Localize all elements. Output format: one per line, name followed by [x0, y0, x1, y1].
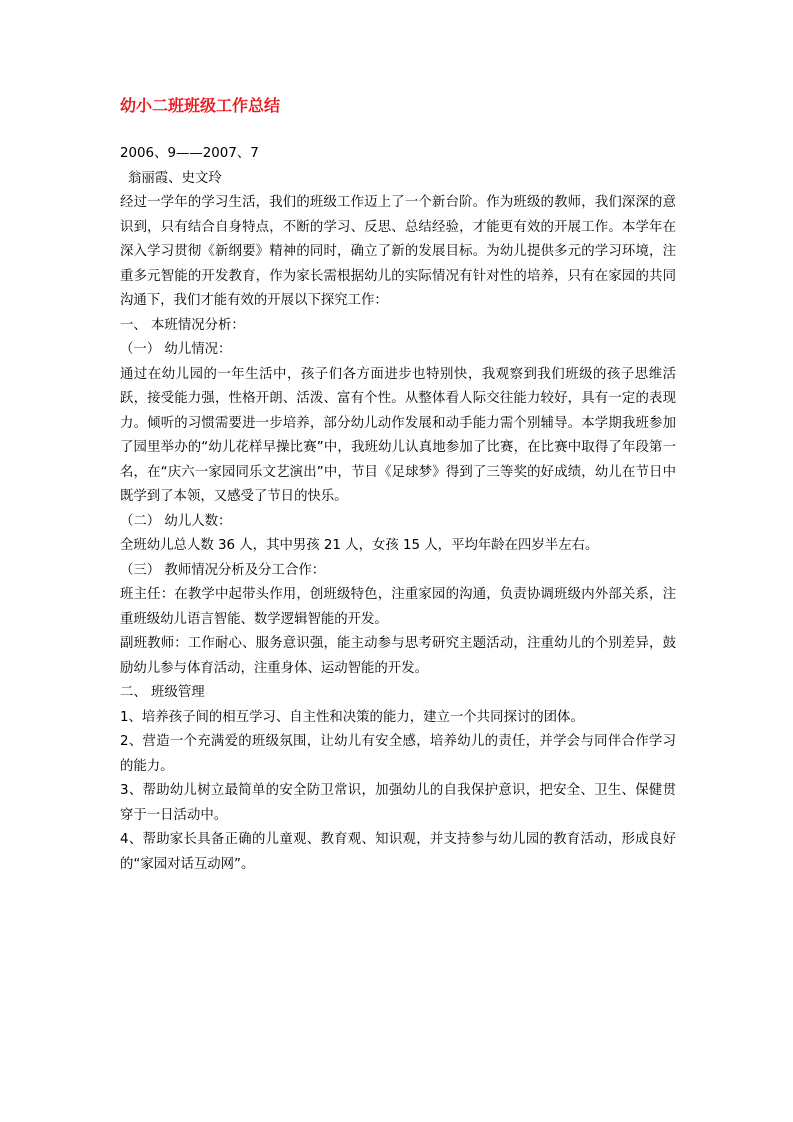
management-item: 3、帮助幼儿树立最简单的安全防卫常识，加强幼儿的自我保护意识，把安全、卫生、保健贯穿于一日活动中。	[120, 783, 676, 823]
head-teacher-paragraph: 班主任：在教学中起带头作用，创班级特色，注重家园的沟通，负责协调班级内外部关系，注重班级幼儿语言智能、数学逻辑智能的开发。	[120, 587, 676, 627]
children-paragraph: 通过在幼儿园的一年生活中，孩子们各方面进步也特别快，我观察到我们班级的孩子思维活跃，接受能力强，性格开朗、活泼、富有个性。从整体看人际交往能力较好，具有一定的表现力。倾听的习惯需要进一步培养，部分幼儿动作发展和动手能力需个别辅导。本学期我班参加了园里举办的“幼儿花样早操比赛”中，我班幼儿认真地参加了比赛，在比赛中取得了年段第一名，在“庆六一家园同乐文艺演出”中，节目《足球梦》得到了三等奖的好成绩，幼儿在节日中既学到了本领，又感受了节日的快乐。	[120, 366, 676, 504]
management-item: 4、帮助家长具备正确的儿童观、教育观、知识观，并支持参与幼儿园的教育活动，形成良好的“家园对话互动网”。	[120, 832, 676, 872]
assistant-teacher-paragraph: 副班教师：工作耐心、服务意识强，能主动参与思考研究主题活动，注重幼儿的个别差异，鼓励幼儿参与体育活动，注重身体、运动智能的开发。	[120, 636, 676, 676]
management-item: 2、营造一个充满爱的班级氛围，让幼儿有安全感，培养幼儿的责任，并学会与同伴合作学习的能力。	[120, 734, 676, 774]
subsection-heading-children: （一） 幼儿情况：	[120, 342, 232, 357]
document-body	[120, 142, 676, 877]
date-range: 2006、9——2007、7	[120, 146, 259, 161]
subsection-heading-count: （二） 幼儿人数：	[120, 513, 232, 529]
authors: 翁丽霞、史文玲	[128, 170, 222, 186]
intro-paragraph: 经过一学年的学习生活，我们的班级工作迈上了一个新台阶。作为班级的教师，我们深深的意识到，只有结合自身特点，不断的学习、反思、总结经验，才能更有效的开展工作。本学年在深入学习贯彻《新纲要》精神的同时，确立了新的发展目标。为幼儿提供多元的学习环境，注重多元智能的开发教育，作为家长需根据幼儿的实际情况有针对性的培养，只有在家园的共同沟通下，我们才能有效的开展以下探究工作：	[120, 195, 676, 308]
subsection-heading-teachers: （三） 教师情况分析及分工合作：	[120, 562, 326, 578]
document-title: 幼小二班班级工作总结	[120, 96, 281, 115]
management-item: 1、培养孩子间的相互学习、自主性和决策的能力，建立一个共同探讨的团体。	[120, 709, 584, 725]
section-heading-analysis: 一、 本班情况分析：	[120, 317, 245, 333]
count-paragraph: 全班幼儿总人数 36 人，其中男孩 21 人，女孩 15 人，平均年龄在四岁半左右。	[120, 538, 599, 553]
section-heading-management: 二、 班级管理	[120, 685, 205, 700]
